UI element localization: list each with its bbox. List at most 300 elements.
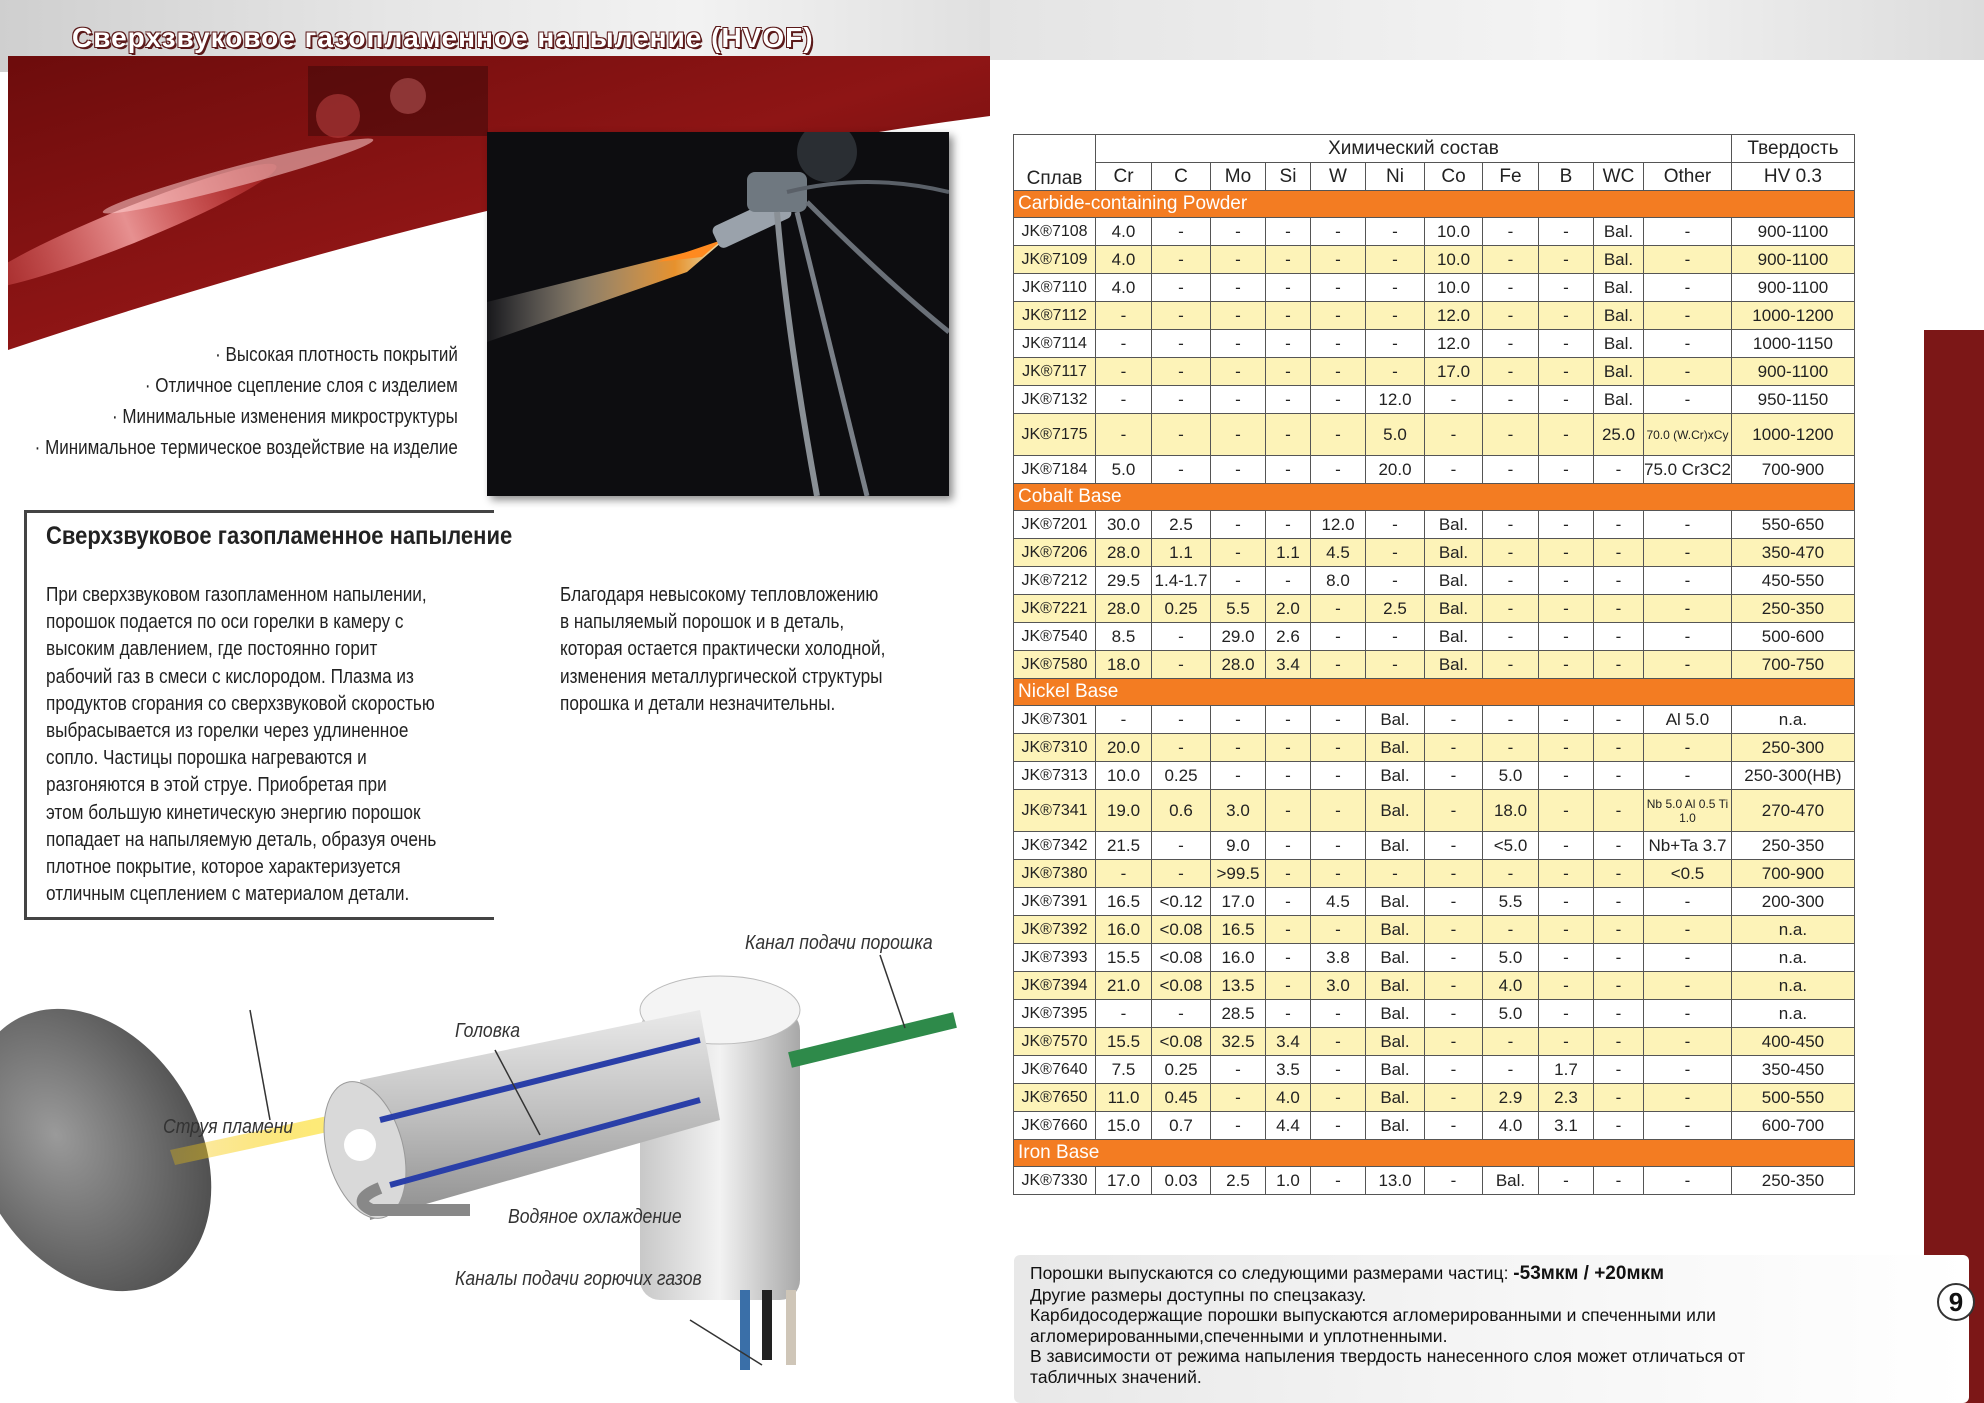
footnote-particle-size: -53мкм / +20мкм <box>1513 1263 1665 1284</box>
composition-cell: - <box>1311 302 1366 330</box>
composition-cell: - <box>1594 511 1644 539</box>
composition-cell: - <box>1096 706 1152 734</box>
element-header-cell: Fe <box>1483 163 1539 191</box>
alloy-cell <box>1014 511 1096 539</box>
footnote-panel <box>1014 1255 1969 1403</box>
composition-cell: - <box>1425 1112 1483 1140</box>
hardness-cell: 700-750 <box>1731 651 1854 679</box>
composition-cell: 4.0 <box>1096 218 1152 246</box>
hardness-cell: 950-1150 <box>1731 386 1854 414</box>
alloy-prefix: JK® <box>1021 460 1052 478</box>
composition-cell: 5.0 <box>1366 414 1425 456</box>
alloy-prefix: JK® <box>1021 1004 1052 1022</box>
text-line: отличным сцеплением с материалом детали. <box>46 883 410 906</box>
composition-cell: - <box>1152 218 1211 246</box>
composition-cell: - <box>1483 1056 1539 1084</box>
composition-cell: Nb+Ta 3.7 <box>1644 832 1732 860</box>
composition-cell: - <box>1096 302 1152 330</box>
table-row <box>1014 567 1855 595</box>
footnote-line: Карбидосодержащие порошки выпускаются агломерированными и спеченными или <box>1030 1305 1716 1325</box>
label-gas-channels: Каналы подачи горючих газов <box>455 1268 702 1290</box>
composition-cell: 3.8 <box>1311 944 1366 972</box>
alloy-prefix: JK® <box>1021 710 1052 728</box>
composition-cell: - <box>1211 1112 1266 1140</box>
composition-cell: Bal. <box>1366 790 1425 832</box>
composition-cell: 2.5 <box>1366 595 1425 623</box>
composition-cell: <0.5 <box>1644 860 1732 888</box>
alloy-number: 7660 <box>1051 1116 1088 1134</box>
composition-cell: <5.0 <box>1483 832 1539 860</box>
header-alloy: Сплав <box>1014 135 1096 191</box>
table-row <box>1014 414 1855 456</box>
composition-cell: Bal. <box>1366 706 1425 734</box>
group-header-row <box>1014 191 1855 218</box>
alloy-cell <box>1014 888 1096 916</box>
composition-cell: - <box>1425 832 1483 860</box>
text-line: рабочий газ в смеси с кислородом. Плазма из <box>46 665 414 688</box>
composition-cell: <0.08 <box>1152 972 1211 1000</box>
composition-cell: - <box>1539 762 1594 790</box>
composition-cell: 0.25 <box>1152 595 1211 623</box>
alloy-prefix: JK® <box>1021 250 1052 268</box>
composition-cell: - <box>1366 860 1425 888</box>
element-header-cell: Si <box>1266 163 1311 191</box>
composition-cell: - <box>1425 386 1483 414</box>
composition-cell: - <box>1644 246 1732 274</box>
hardness-cell: 1000-1200 <box>1731 302 1854 330</box>
composition-cell: - <box>1096 414 1152 456</box>
composition-cell: Bal. <box>1366 1000 1425 1028</box>
composition-cell: - <box>1311 790 1366 832</box>
alloy-number: 7110 <box>1052 278 1087 296</box>
left-page <box>0 0 990 1403</box>
composition-cell: - <box>1425 762 1483 790</box>
composition-cell: - <box>1594 623 1644 651</box>
composition-cell: 1.4-1.7 <box>1152 567 1211 595</box>
composition-cell: - <box>1152 860 1211 888</box>
composition-cell: 4.5 <box>1311 539 1366 567</box>
alloy-number: 7380 <box>1051 864 1088 882</box>
composition-cell: 2.5 <box>1211 1167 1266 1195</box>
composition-cell: - <box>1311 916 1366 944</box>
composition-cell: - <box>1211 358 1266 386</box>
alloy-cell <box>1014 595 1096 623</box>
composition-cell: - <box>1644 302 1732 330</box>
composition-cell: 8.0 <box>1311 567 1366 595</box>
composition-cell: 10.0 <box>1425 218 1483 246</box>
alloy-table-body <box>1014 191 1855 1195</box>
alloy-number: 7175 <box>1051 425 1088 443</box>
composition-cell: - <box>1594 832 1644 860</box>
right-header-band <box>990 0 1984 60</box>
composition-cell: Bal. <box>1594 330 1644 358</box>
composition-cell: Bal. <box>1425 567 1483 595</box>
composition-cell: Bal. <box>1594 386 1644 414</box>
composition-cell: - <box>1266 944 1311 972</box>
composition-cell: - <box>1539 972 1594 1000</box>
composition-cell: - <box>1594 1112 1644 1140</box>
table-row <box>1014 832 1855 860</box>
composition-cell: - <box>1594 916 1644 944</box>
composition-cell: Bal. <box>1366 972 1425 1000</box>
composition-cell: 4.0 <box>1096 246 1152 274</box>
hardness-cell: 900-1100 <box>1731 358 1854 386</box>
composition-cell: - <box>1483 302 1539 330</box>
composition-cell: 12.0 <box>1425 330 1483 358</box>
composition-cell: - <box>1266 1000 1311 1028</box>
composition-cell: 0.25 <box>1152 1056 1211 1084</box>
composition-cell: - <box>1311 246 1366 274</box>
composition-cell: - <box>1425 916 1483 944</box>
hardness-cell: 350-470 <box>1731 539 1854 567</box>
composition-cell: - <box>1594 860 1644 888</box>
composition-cell: - <box>1211 567 1266 595</box>
text-line: Благодаря невысокому тепловложению <box>560 584 879 606</box>
composition-cell: - <box>1594 456 1644 484</box>
composition-cell: Bal. <box>1425 511 1483 539</box>
alloy-prefix: JK® <box>1022 334 1053 352</box>
element-header-cell: WC <box>1594 163 1644 191</box>
composition-cell: - <box>1644 1000 1732 1028</box>
composition-cell: - <box>1211 386 1266 414</box>
composition-cell: 28.0 <box>1096 539 1152 567</box>
composition-cell: - <box>1594 1000 1644 1028</box>
composition-cell: - <box>1311 1028 1366 1056</box>
alloy-number: 7570 <box>1051 1032 1088 1050</box>
alloy-cell <box>1014 860 1096 888</box>
composition-cell: - <box>1644 762 1732 790</box>
hardness-cell: 700-900 <box>1731 456 1854 484</box>
composition-cell: - <box>1539 511 1594 539</box>
page-title: Сверхзвуковое газопламенное напыление (HVOF) <box>72 22 814 53</box>
composition-cell: 25.0 <box>1594 414 1644 456</box>
composition-cell: - <box>1366 246 1425 274</box>
composition-cell: - <box>1152 302 1211 330</box>
alloy-composition-table <box>1013 134 1855 1195</box>
header-composition: Химический состав <box>1096 135 1732 163</box>
alloy-cell <box>1014 1000 1096 1028</box>
alloy-table-wrapper <box>1013 134 1855 1195</box>
composition-cell: - <box>1366 358 1425 386</box>
composition-cell: 0.7 <box>1152 1112 1211 1140</box>
alloy-prefix: JK® <box>1021 425 1052 443</box>
alloy-number: 7132 <box>1051 390 1088 408</box>
alloy-number: 7301 <box>1051 710 1088 728</box>
text-line: изменения металлургической структуры <box>560 665 883 688</box>
alloy-number: 7341 <box>1051 801 1088 819</box>
composition-cell: - <box>1366 567 1425 595</box>
alloy-number: 7221 <box>1051 599 1088 617</box>
hardness-cell: 500-600 <box>1731 623 1854 651</box>
composition-cell: - <box>1266 456 1311 484</box>
composition-cell: <0.08 <box>1152 916 1211 944</box>
composition-cell: - <box>1366 651 1425 679</box>
alloy-number: 7392 <box>1051 920 1088 938</box>
composition-cell: 19.0 <box>1096 790 1152 832</box>
alloy-cell <box>1014 1056 1096 1084</box>
composition-cell: - <box>1266 511 1311 539</box>
composition-cell: - <box>1211 246 1266 274</box>
composition-cell: - <box>1539 832 1594 860</box>
hardness-cell: 1000-1150 <box>1731 330 1854 358</box>
composition-cell: - <box>1266 706 1311 734</box>
alloy-prefix: JK® <box>1021 766 1052 784</box>
composition-cell: - <box>1366 330 1425 358</box>
composition-cell: - <box>1594 1167 1644 1195</box>
composition-cell: - <box>1311 218 1366 246</box>
composition-cell: - <box>1311 414 1366 456</box>
alloy-cell <box>1014 274 1096 302</box>
composition-cell: - <box>1483 651 1539 679</box>
composition-cell: - <box>1152 651 1211 679</box>
composition-cell: 20.0 <box>1096 734 1152 762</box>
alloy-number: 7184 <box>1051 460 1088 478</box>
composition-cell: - <box>1425 790 1483 832</box>
composition-cell: - <box>1594 888 1644 916</box>
composition-cell: - <box>1594 651 1644 679</box>
composition-cell: - <box>1539 539 1594 567</box>
hardness-cell: n.a. <box>1731 1000 1854 1028</box>
composition-cell: 9.0 <box>1211 832 1266 860</box>
composition-cell: - <box>1311 330 1366 358</box>
composition-cell: Bal. <box>1366 762 1425 790</box>
page-edge-tab <box>1924 330 1984 1403</box>
composition-cell: - <box>1366 274 1425 302</box>
composition-cell: - <box>1266 832 1311 860</box>
composition-cell: Bal. <box>1366 832 1425 860</box>
alloy-number: 7108 <box>1051 222 1088 240</box>
composition-cell: - <box>1152 274 1211 302</box>
table-row <box>1014 358 1855 386</box>
composition-cell: - <box>1425 944 1483 972</box>
description-column-2 <box>560 582 938 718</box>
footnote-line: табличных значений. <box>1030 1366 1202 1387</box>
composition-cell: - <box>1539 218 1594 246</box>
alloy-cell <box>1014 944 1096 972</box>
composition-cell: - <box>1594 706 1644 734</box>
composition-cell: - <box>1211 456 1266 484</box>
alloy-cell <box>1014 246 1096 274</box>
composition-cell: 5.5 <box>1211 595 1266 623</box>
group-title: Iron Base <box>1014 1140 1855 1167</box>
composition-cell: - <box>1211 218 1266 246</box>
alloy-number: 7117 <box>1052 362 1087 380</box>
alloy-prefix: JK® <box>1021 920 1052 938</box>
composition-cell: 0.25 <box>1152 762 1211 790</box>
composition-cell: Bal. <box>1425 623 1483 651</box>
composition-cell: - <box>1594 762 1644 790</box>
alloy-prefix: JK® <box>1021 599 1052 617</box>
composition-cell: - <box>1483 916 1539 944</box>
composition-cell: Bal. <box>1594 218 1644 246</box>
alloy-cell <box>1014 330 1096 358</box>
group-title: Cobalt Base <box>1014 484 1855 511</box>
alloy-prefix: JK® <box>1021 1116 1052 1134</box>
composition-cell: 17.0 <box>1096 1167 1152 1195</box>
text-line: разгоняются в этой струе. Приобретая при <box>46 774 387 797</box>
composition-cell: - <box>1594 1056 1644 1084</box>
alloy-cell <box>1014 386 1096 414</box>
hardness-cell: 900-1100 <box>1731 274 1854 302</box>
hardness-cell: 550-650 <box>1731 511 1854 539</box>
alloy-cell <box>1014 567 1096 595</box>
table-row <box>1014 790 1855 832</box>
description-column-1 <box>46 582 500 908</box>
composition-cell: - <box>1644 1167 1732 1195</box>
composition-cell: - <box>1483 456 1539 484</box>
composition-cell: 11.0 <box>1096 1084 1152 1112</box>
composition-cell: 15.5 <box>1096 944 1152 972</box>
hardness-cell: 400-450 <box>1731 1028 1854 1056</box>
composition-cell: >99.5 <box>1211 860 1266 888</box>
composition-cell: - <box>1152 623 1211 651</box>
alloy-number: 7540 <box>1051 627 1088 645</box>
element-header-cell: Mo <box>1211 163 1266 191</box>
composition-cell: - <box>1539 623 1594 651</box>
composition-cell: - <box>1425 860 1483 888</box>
header-hardness: Твердость <box>1731 135 1854 163</box>
footnote-line <box>1030 1263 1969 1285</box>
composition-cell: - <box>1483 567 1539 595</box>
element-header-cell: Cr <box>1096 163 1152 191</box>
alloy-cell <box>1014 1112 1096 1140</box>
composition-cell: 75.0 Cr3C2 <box>1644 456 1732 484</box>
table-row <box>1014 1028 1855 1056</box>
alloy-number: 7650 <box>1051 1088 1088 1106</box>
alloy-prefix: JK® <box>1021 571 1052 589</box>
composition-cell: - <box>1539 888 1594 916</box>
composition-cell: - <box>1311 1112 1366 1140</box>
composition-cell: 1.1 <box>1266 539 1311 567</box>
composition-cell: - <box>1311 1084 1366 1112</box>
composition-cell: Bal. <box>1366 888 1425 916</box>
text-line: в напыляемый порошок и в деталь, <box>560 611 845 634</box>
composition-cell: 2.6 <box>1266 623 1311 651</box>
composition-cell: - <box>1311 1167 1366 1195</box>
table-row <box>1014 274 1855 302</box>
alloy-cell <box>1014 972 1096 1000</box>
composition-cell: - <box>1644 944 1732 972</box>
composition-cell: - <box>1311 734 1366 762</box>
label-water-cooling: Водяное охлаждение <box>508 1206 682 1228</box>
hardness-cell: 450-550 <box>1731 567 1854 595</box>
composition-cell: - <box>1211 330 1266 358</box>
alloy-number: 7212 <box>1051 571 1088 589</box>
text-line: порошок подается по оси горелки в камеру с <box>46 611 404 634</box>
composition-cell: - <box>1311 358 1366 386</box>
alloy-cell <box>1014 1028 1096 1056</box>
composition-cell: - <box>1539 330 1594 358</box>
composition-cell: Bal. <box>1366 916 1425 944</box>
composition-cell: - <box>1425 414 1483 456</box>
composition-cell: 17.0 <box>1211 888 1266 916</box>
gun-cutaway-drawing <box>0 920 990 1403</box>
footnote-line: Другие размеры доступны по спецзаказу. <box>1030 1284 1367 1305</box>
hardness-cell: 250-350 <box>1731 1167 1854 1195</box>
element-header-cell: Ni <box>1366 163 1425 191</box>
table-row <box>1014 860 1855 888</box>
table-row <box>1014 734 1855 762</box>
composition-cell: 28.5 <box>1211 1000 1266 1028</box>
alloy-number: 7640 <box>1051 1060 1088 1078</box>
composition-cell: 15.5 <box>1096 1028 1152 1056</box>
composition-cell: <0.08 <box>1152 1028 1211 1056</box>
group-header-row <box>1014 1140 1855 1167</box>
composition-cell: - <box>1152 456 1211 484</box>
composition-cell: - <box>1152 832 1211 860</box>
alloy-number: 7112 <box>1052 306 1087 324</box>
alloy-cell <box>1014 358 1096 386</box>
composition-cell: - <box>1644 623 1732 651</box>
composition-cell: 21.5 <box>1096 832 1152 860</box>
composition-cell: - <box>1311 651 1366 679</box>
hardness-cell: 900-1100 <box>1731 246 1854 274</box>
alloy-cell <box>1014 734 1096 762</box>
alloy-cell <box>1014 790 1096 832</box>
alloy-prefix: JK® <box>1021 390 1052 408</box>
composition-cell: - <box>1644 916 1732 944</box>
composition-cell: 28.0 <box>1211 651 1266 679</box>
composition-cell: - <box>1644 567 1732 595</box>
composition-cell: - <box>1311 860 1366 888</box>
composition-cell: 12.0 <box>1366 386 1425 414</box>
composition-cell: - <box>1211 762 1266 790</box>
composition-cell: - <box>1594 1028 1644 1056</box>
composition-cell: 4.0 <box>1483 972 1539 1000</box>
composition-cell: - <box>1096 330 1152 358</box>
table-row <box>1014 1084 1855 1112</box>
composition-cell: - <box>1266 734 1311 762</box>
hardness-cell: 500-550 <box>1731 1084 1854 1112</box>
composition-cell: - <box>1266 916 1311 944</box>
composition-cell: - <box>1483 860 1539 888</box>
composition-cell: 16.0 <box>1096 916 1152 944</box>
composition-cell: Bal. <box>1366 1084 1425 1112</box>
composition-cell: - <box>1539 274 1594 302</box>
composition-cell: 29.5 <box>1096 567 1152 595</box>
table-row <box>1014 944 1855 972</box>
alloy-number: 7395 <box>1051 1004 1088 1022</box>
hardness-cell: 700-900 <box>1731 860 1854 888</box>
composition-cell: 1.1 <box>1152 539 1211 567</box>
composition-cell: - <box>1594 972 1644 1000</box>
composition-cell: 2.5 <box>1152 511 1211 539</box>
composition-cell: - <box>1644 330 1732 358</box>
composition-cell: 12.0 <box>1425 302 1483 330</box>
composition-cell: - <box>1266 358 1311 386</box>
composition-cell: - <box>1211 734 1266 762</box>
element-header-cell: Co <box>1425 163 1483 191</box>
composition-cell: 10.0 <box>1425 246 1483 274</box>
composition-cell: - <box>1425 1084 1483 1112</box>
composition-cell: - <box>1539 1000 1594 1028</box>
composition-cell: - <box>1483 386 1539 414</box>
composition-cell: 3.0 <box>1311 972 1366 1000</box>
composition-cell: - <box>1644 274 1732 302</box>
composition-cell: - <box>1211 302 1266 330</box>
footnote-particle-text: Порошки выпускаются со следующими размерами частиц: <box>1030 1263 1514 1283</box>
alloy-prefix: JK® <box>1021 655 1052 673</box>
composition-cell: - <box>1152 386 1211 414</box>
alloy-cell <box>1014 1084 1096 1112</box>
composition-cell: - <box>1311 386 1366 414</box>
composition-cell: - <box>1483 623 1539 651</box>
label-head: Головка <box>455 1020 520 1042</box>
hardness-cell: 600-700 <box>1731 1112 1854 1140</box>
alloy-prefix: JK® <box>1021 1032 1052 1050</box>
hardness-cell: 270-470 <box>1731 790 1854 832</box>
group-header-row <box>1014 484 1855 511</box>
